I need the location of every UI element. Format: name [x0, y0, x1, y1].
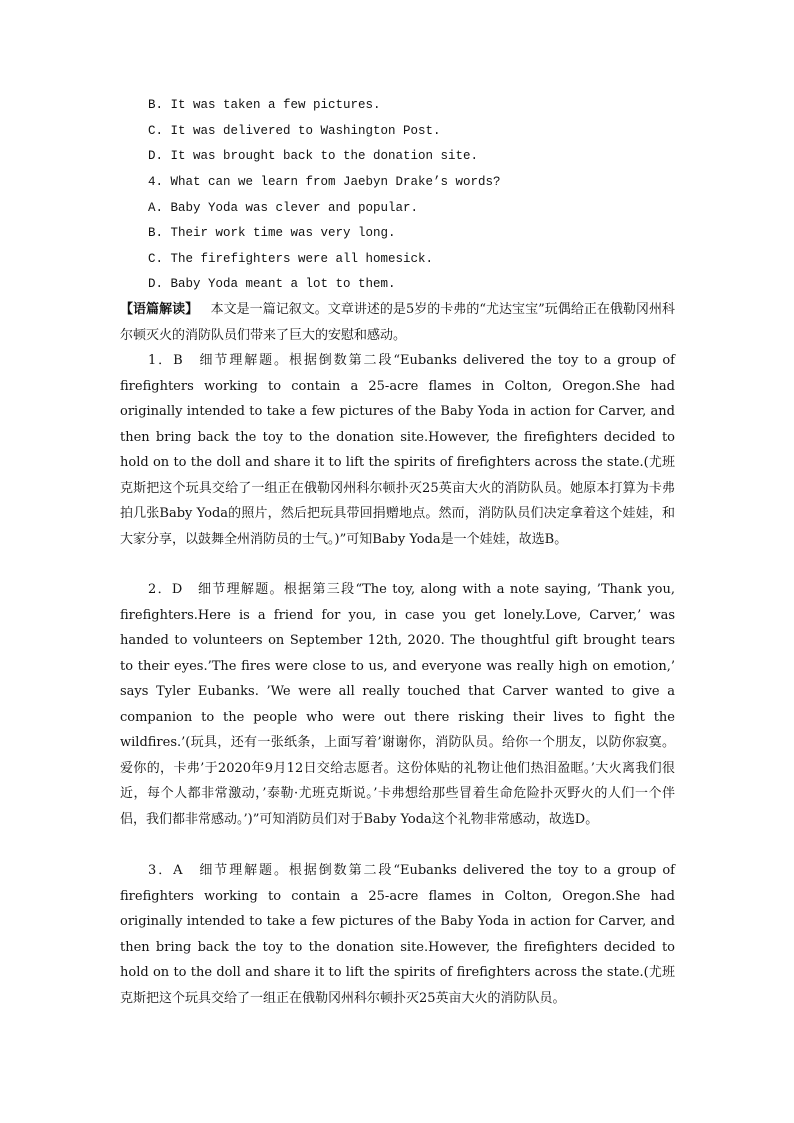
option-c-q4: C. The firefighters were all homesick.: [148, 252, 434, 266]
option-b: B. It was taken a few pictures.: [148, 98, 381, 112]
analysis-heading: 【语篇解读】: [120, 302, 199, 317]
option-c: C. It was delivered to Washington Post.: [148, 124, 441, 138]
option-b-q4: B. Their work time was very long.: [148, 226, 396, 240]
option-d: D. It was brought back to the donation site.: [148, 149, 479, 163]
answer-1: [120, 348, 675, 552]
answer-2: [120, 577, 675, 832]
answer-1-text: 1．B 细节理解题。根据倒数第二段“Eubanks delivered the toy to a group of firefighters working to contain a 25-acre flames in Colton, Oregon.She had originally intended to take a few pictures of the Baby Yoda in action for Carver, and then bring back the toy to the donation site.However, the firefighters decided to hold on to the doll and share it to lift the spirits of firefighters across the state.(尤班克斯把这个玩具交给了一组正在俄勒冈州科尔顿扑灭25英亩大火的消防队员。她原本打算为卡弗拍几张Baby Yoda的照片，然后把玩具带回捐赠地点。然而，消防队员们决定拿着这个娃娃，和大家分享，以鼓舞全州消防员的士气。)”可知Baby Yoda是一个娃娃，故选B。: [120, 353, 675, 547]
question-4: 4. What can we learn from Jaebyn Drake’s words?: [148, 175, 501, 189]
answer-2-text: 2．D 细节理解题。根据第三段“The toy, along with a note saying, ’Thank you, firefighters.Here is a friend for you, in case you get lonely.Love, Carver,’ was handed to volunteers on September 12th, 2020. The thoughtful gift brought tears to their eyes.’The fires were close to us, and everyone was really high on emotion,’ says Tyler Eubanks. ’We were all really touched that Carver wanted to give a companion to the people who were out there risking their lives to fight the wildfires.’(玩具，还有一张纸条，上面写着’谢谢你，消防队员。给你一个朋友，以防你寂寞。爱你的，卡弗’于2020年9月12日交给志愿者。这份体贴的礼物让他们热泪盈眶。’大火离我们很近，每个人都非常激动，’泰勒·尤班克斯说。’卡弗想给那些冒着生命危险扑灭野火的人们一个伴侣，我们都非常感动。’)”可知消防员们对于Baby Yoda这个礼物非常感动，故选D。: [120, 582, 675, 827]
analysis-summary: [120, 297, 675, 348]
analysis-text: 本文是一篇记叙文。文章讲述的是5岁的卡弗的“尤达宝宝”玩偶给正在俄勒冈州科尔顿灭火的消防队员们带来了巨大的安慰和感动。: [120, 302, 675, 343]
answer-3-text: 3．A 细节理解题。根据倒数第二段“Eubanks delivered the toy to a group of firefighters working to contain a 25-acre flames in Colton, Oregon.She had originally intended to take a few pictures of the Baby Yoda in action for Carver, and then bring back the toy to the donation site.However, the firefighters decided to hold on to the doll and share it to lift the spirits of firefighters across the state.(尤班克斯把这个玩具交给了一组正在俄勒冈州科尔顿扑灭25英亩大火的消防队员。: [120, 863, 675, 1006]
option-a: A. Baby Yoda was clever and popular.: [148, 201, 419, 215]
answer-3: [120, 858, 675, 1011]
option-d-q4: D. Baby Yoda meant a lot to them.: [148, 277, 396, 291]
